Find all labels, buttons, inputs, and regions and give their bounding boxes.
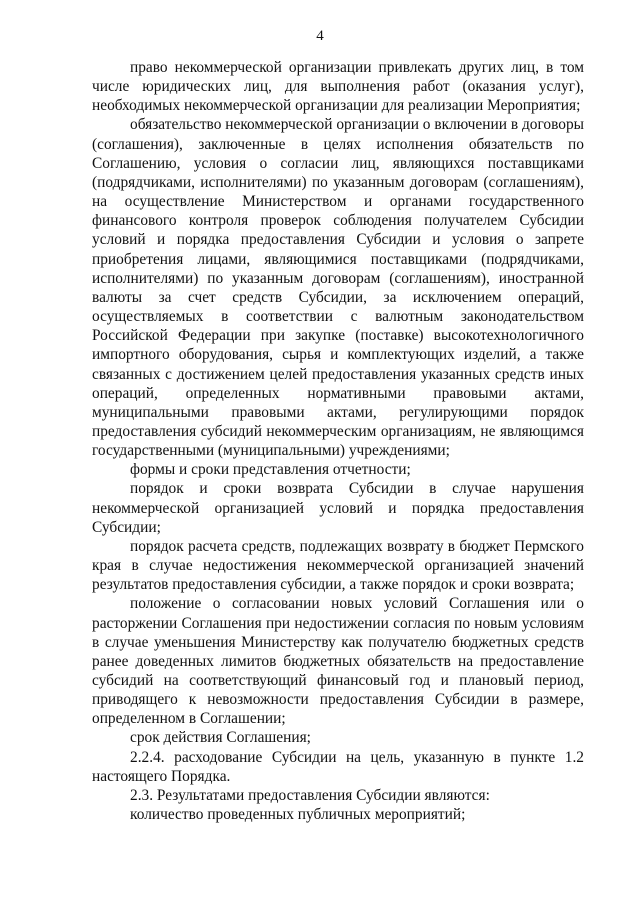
- page-number: 4: [316, 28, 324, 44]
- paragraph-right-to-engage: право некоммерческой организации привлекать других лиц, в том числе юридических лиц, для выполнения работ (оказания услуг), необходимых некоммерческой организации для реализации Мероприятия;: [92, 59, 584, 115]
- paragraph-agreement-term: срок действия Соглашения;: [130, 729, 311, 747]
- paragraph-reporting-forms: формы и сроки представления отчетности;: [130, 461, 411, 479]
- document-body: [92, 58, 584, 824]
- paragraph-public-events: количество проведенных публичных мероприятий;: [130, 806, 466, 824]
- paragraph-new-conditions: положение о согласовании новых условий Соглашения или о расторжении Соглашения при недостижении согласия по новым условиям в случае уменьшения Министерству как получателю бюджетных средств ранее доведенных лимитов бюджетных обязательств на предоставление субсидий на соответствующий финансовый год и плановый период, приводящего к невозможности предоставления Субсидии в размере, определенном в Соглашении;: [92, 595, 584, 728]
- paragraph-return-calculation: порядок расчета средств, подлежащих возврату в бюджет Пермского края в случае недостижения некоммерческой организацией значений результатов предоставления субсидии, а также порядок и сроки возврата;: [92, 537, 584, 594]
- paragraph-2-2-4: 2.2.4. расходование Субсидии на цель, указанную в пункте 1.2 настоящего Порядка.: [92, 748, 584, 785]
- paragraph-contract-obligation: обязательство некоммерческой организации о включении в договоры (соглашения), заключенные в целях исполнения обязательств по Соглашению, условия о согласии лиц, являющихся поставщиками (подрядчиками, исполнителями) по указанным договорам (соглашениям), на осуществление Министерством и органами государственного финансового контроля проверок соблюдения получателем Субсидии условий и порядка предоставления Субсидии и условия о запрете приобретения лицами, являющимися поставщиками (подрядчиками, исполнителями) по указанным договорам (соглашениям), иностранной валюты за счет средств Субсидии, за исключением операций, осуществляемых в соответствии с валютным законодательством Российской Федерации при закупке (поставке) высокотехнологичного импортного оборудования, сырья и комплектующих изделий, а также связанных с достижением целей предоставления указанных средств иных операций, определенных нормативными правовыми актами, муниципальными правовыми актами, регулирующими порядок предоставления субсидий некоммерческим организациям, не являющимся государственными (муниципальными) учреждениями;: [92, 116, 584, 460]
- paragraph-return-procedure: порядок и сроки возврата Субсидии в случае нарушения некоммерческой организацией условий и порядка предоставления Субсидии;: [92, 480, 584, 536]
- paragraph-2-3: 2.3. Результатами предоставления Субсидии являются:: [130, 786, 490, 804]
